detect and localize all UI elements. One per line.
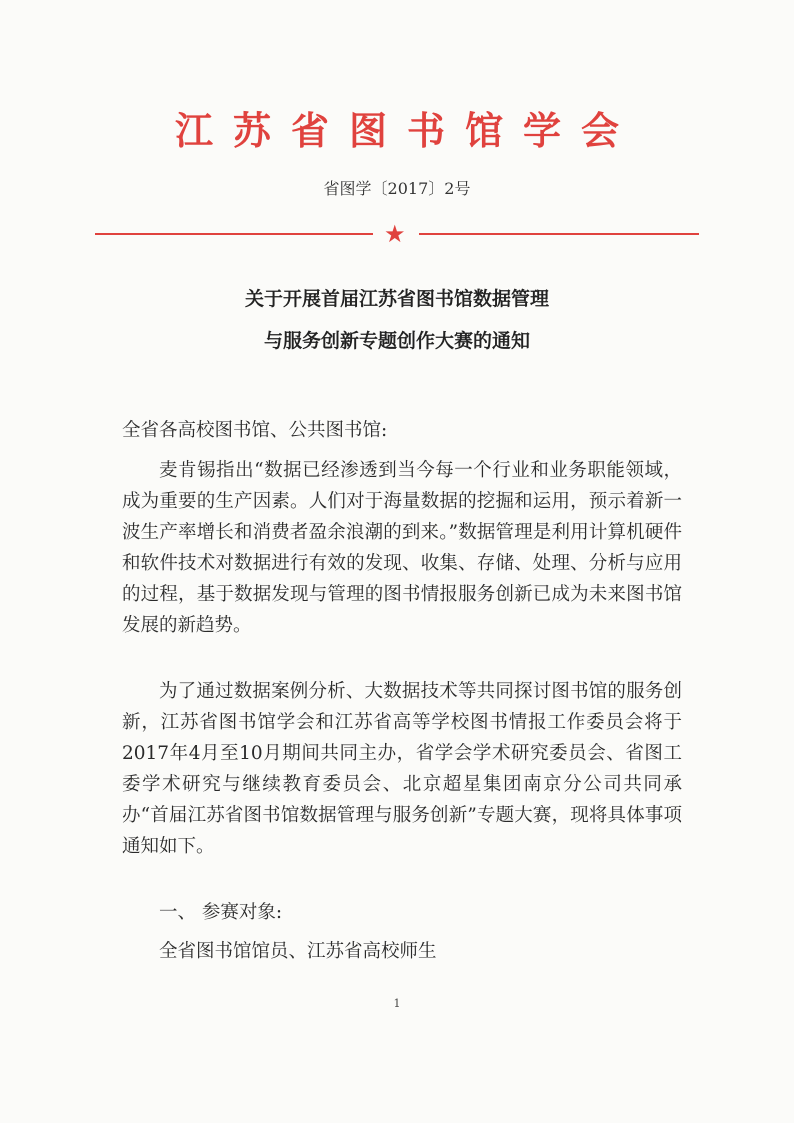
section-body-participants: 全省图书馆馆员、江苏省高校师生 [159, 941, 437, 962]
paragraph-1: 麦肯锡指出“数据已经渗透到当今每一个行业和业务职能领域，成为重要的生产因素。人们对于海量数据的挖掘和运用，预示着新一波生产率增长和消费者盈余浪潮的到来。”数据管理是利用计算机硬件和软件技术对数据进行有效的发现、收集、存储、处理、分析与应用的过程，基于数据发现与管理的图书情报服务创新已成为未来图书馆发展的新趋势。 [122, 460, 682, 636]
salutation: 全省各高校图书馆、公共图书馆: [122, 420, 388, 441]
paragraph-2: 为了通过数据案例分析、大数据技术等共同探讨图书馆的服务创新，江苏省图书馆学会和江苏省高等学校图书情报工作委员会将于2017年4月至10月期间共同主办，省学会学术研究委员会、省图工委学术研究与继续教育委员会、北京超星集团南京分公司共同承办“首届江苏省图书馆数据管理与服务创新”专题大赛，现将具体事项通知如下。 [122, 681, 682, 857]
divider-line-left [95, 233, 373, 235]
divider-line-right [419, 233, 699, 235]
notice-title-line1: 关于开展首届江苏省图书馆数据管理 [244, 288, 549, 310]
header-divider [95, 222, 699, 246]
star-icon: ★ [384, 220, 406, 248]
document-number: 省图学〔2017〕2号 [323, 179, 471, 198]
section-heading-participants: 一、 参赛对象: [159, 902, 283, 923]
organization-title: 江苏省图书馆学会 [174, 108, 639, 153]
notice-title-line2: 与服务创新专题创作大赛的通知 [263, 330, 530, 352]
page-number: 1 [393, 997, 401, 1010]
